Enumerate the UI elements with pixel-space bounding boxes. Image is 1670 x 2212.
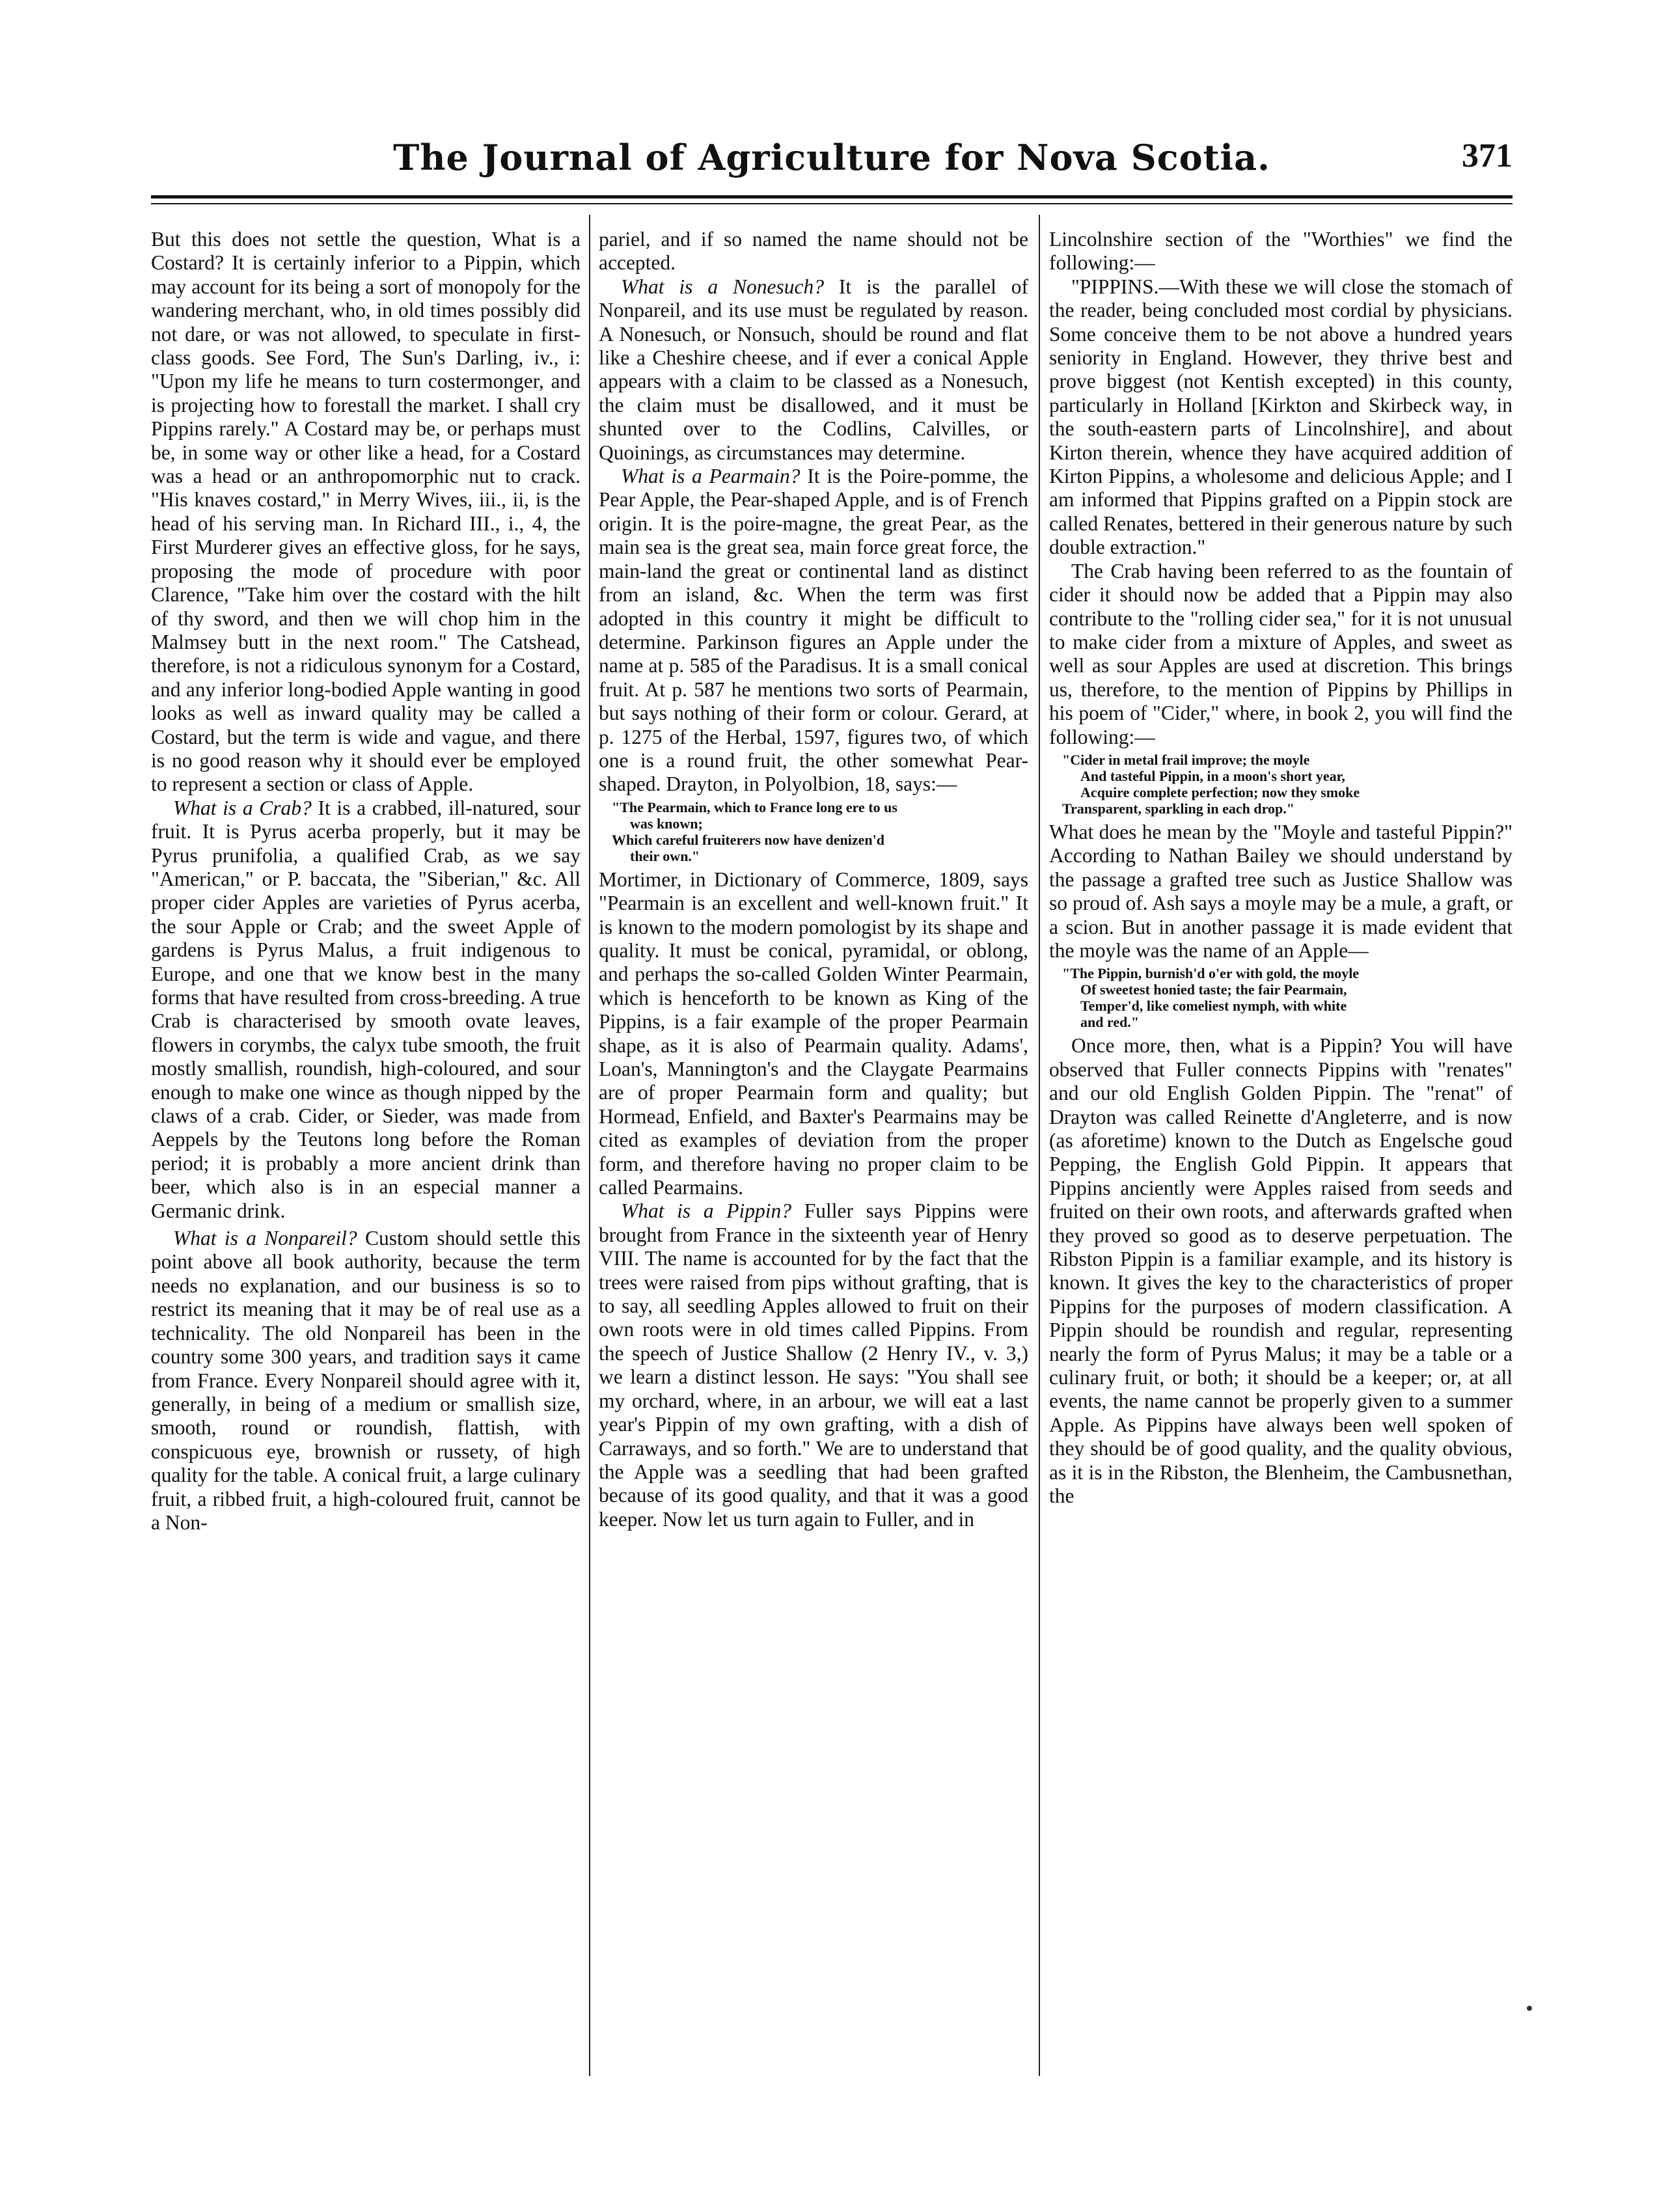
- column-1: [151, 228, 581, 2076]
- drayton-quote: [612, 799, 1028, 864]
- verse-line: Temper'd, like comeliest nymph, with white: [1080, 998, 1347, 1015]
- scan-speck: [1527, 2006, 1532, 2011]
- verse-line: "The Pearmain, which to France long ere to us: [612, 799, 897, 815]
- crab-question: What is a Crab?: [173, 796, 312, 819]
- pearmain-paragraph: [599, 465, 1028, 797]
- fuller-quote: "PIPPINS.—With these we will close the stomach of the reader, being concluded most cordial by physicians. Some conceive them to be not above a hundred years seniority in England. However, they thrive best and prove biggest (not Kentish excepted) in this county, particularly in Holland [Kirkton and Skirbeck way, in the south-eastern parts of Lincolnshire], and about Kirton therein, whence they have acquired addition of Kirton Pippins, a wholesome and delicious Apple; and I am informed that Pippins grafted on a Pippin stock are called Renates, bettered in their generous nature by such double extraction.": [1049, 275, 1513, 559]
- column-2: [599, 228, 1028, 2076]
- verse-line: "The Pippin, burnish'd o'er with gold, the moyle: [1062, 965, 1360, 982]
- verse-line: Which careful fruiterers now have denizen'd: [612, 831, 884, 848]
- pearmain-text: It is the Poire-pomme, the Pear Apple, the Pear-shaped Apple, and is of French origin. It is the poire-magne, the great Pear, as the main sea is the great sea, main force great force, the main-land the great or continental land as distinct from an island, &c. When the term was first adopted in this country it might be difficult to determine. Parkinson figures an Apple under the name at p. 585 of the Paradisus. It is a small conical fruit. At p. 587 he mentions two sorts of Pearmain, but says nothing of their form or colour. Gerard, at p. 1275 of the Herbal, 1597, figures two, of which one is a round fruit, the other somewhat Pear-shaped. Drayton, in Polyolbion, 18, says:—: [599, 465, 1028, 796]
- verse-line: "Cider in metal frail improve; the moyle: [1062, 751, 1310, 768]
- header-rule-thick: [151, 195, 1513, 198]
- verse-line: Transparent, sparkling in each drop.": [1062, 800, 1294, 817]
- crab-paragraph: [151, 797, 581, 1223]
- worthies-intro: Lincolnshire section of the "Worthies" we find the following:—: [1049, 228, 1513, 275]
- crab-text: It is a crabbed, ill-natured, sour fruit. It is Pyrus acerba properly, but it may be Pyrus prunifolia, a qualified Crab, as we say "American," or P. baccata, the "Siberian," &c. All proper cider Apples are varieties of Pyrus acerba, the sour Apple or Crab; and the sweet Apple of gardens is Pyrus Malus, a fruit indigenous to Europe, and one that we know best in the many forms that have resulted from cross-breeding. A true Crab is characterised by smooth ovate leaves, flowers in corymbs, the calyx tube smooth, the fruit mostly smallish, roundish, high-coloured, and sour enough to make one wince as though nipped by the claws of a crab. Cider, or Sieder, was made from Aeppels by the Teutons long before the Roman period; it is probably a more ancient drink than beer, which also is in an especial manner a Germanic drink.: [151, 796, 581, 1222]
- column-divider-2: [1039, 215, 1040, 2076]
- pippin-text: Fuller says Pippins were brought from France in the sixteenth year of Henry VIII. The name is accounted for by the fact that the trees were raised from pips without grafting, that is to say, all seedling Apples allowed to fruit on their own roots were in old times called Pippins. From the speech of Justice Shallow (2 Henry IV., v. 3,) we learn a distinct lesson. He says: "You shall see my orchard, where, in an arbour, we will eat a last year's Pippin of my own grafting, with a dish of Carraways, and so forth." We are to understand that the Apple was a seedling that had been grafted because of its good quality, and that it was a good keeper. Now let us turn again to Fuller, and in: [599, 1199, 1028, 1531]
- nonesuch-question: What is a Nonesuch?: [621, 275, 824, 298]
- nonpareil-text: Custom should settle this point above all book authority, because the term needs no explanation, and our business is so to restrict its meaning that it may be of real use as a technicality. The old Nonpareil has been in the country some 300 years, and tradition says it came from France. Every Nonpareil should agree with it, generally, in being of a medium or smallish size, smooth, round or roundish, flattish, with conspicuous eye, brownish or russety, of high quality for the table. A conical fruit, a large culinary fruit, a ribbed fruit, a high-coloured fruit, cannot be a Non-: [151, 1227, 581, 1534]
- once-more-paragraph: Once more, then, what is a Pippin? You will have observed that Fuller connects Pippins with "renates" and our old English Golden Pippin. The "renat" of Drayton was called Reinette d'Angleterre, and is now (as aforetime) known to the Dutch as Engelsche goud Pepping, the English Gold Pippin. It appears that Pippins anciently were Apples raised from seeds and fruited on their own roots, and afterwards grafted when they proved so good as to deserve perpetuation. The Ribston Pippin is a familiar example, and its history is known. It gives the key to the characteristics of proper Pippins for the purposes of modern classification. A Pippin should be roundish and regular, representing nearly the form of Pyrus Malus; it may be a table or a culinary fruit, or both; it should be a keeper; or, at all events, the name cannot be properly given to a summer Apple. As Pippins have always been well spoken of they should be of good quality, and the quality obvious, as it is in the Ribston, the Blenheim, the Cambusnethan, the: [1049, 1034, 1513, 1508]
- costard-paragraph: But this does not settle the question, What is a Costard? It is certainly inferior to a Pippin, which may account for its being a sort of monopoly for the wandering merchant, who, in old times possibly did not dare, or was not allowed, to speculate in first-class goods. See Ford, The Sun's Darling, iv., i: "Upon my life he means to turn costermonger, and is projecting how to forestall the market. I shall cry Pippins rarely." A Costard may be, or perhaps must be, in some way or other like a head, for a Costard was a head or an anthropomorphic nut to crack. "His knaves costard," in Merry Wives, iii., ii, is the head of his serving man. In Richard III., i., 4, the First Murderer gives an effective gloss, for he says, proposing the mode of procedure with poor Clarence, "Take him over the costard with the hilt of thy sword, and then we will chop him in the Malmsey butt in the next room." The Catshead, therefore, is not a ridiculous synonym for a Costard, and any inferior long-bodied Apple wanting in good looks as well as inward quality may be called a Costard, but the term is wide and vague, and there is no good reason why it should ever be employed to represent a section or class of Apple.: [151, 228, 581, 796]
- verse-line: was known;: [630, 815, 703, 832]
- pearmain-question: What is a Pearmain?: [621, 465, 801, 488]
- pippin-paragraph: [599, 1199, 1028, 1531]
- header-rule-thin: [151, 203, 1513, 204]
- nonpareil-question: What is a Nonpareil?: [173, 1227, 357, 1250]
- mortimer-paragraph: Mortimer, in Dictionary of Commerce, 1809, says "Pearmain is an excellent and well-known fruit." It is known to the modern pomologist by its shape and quality. It must be conical, pyramidal, or oblong, and perhaps the so-called Golden Winter Pearmain, which is henceforth to be known as King of the Pippins, is a fair example of the proper Pearmain shape, as it is also of Pearmain quality. Adams', Loan's, Mannington's and the Claygate Pearmains are of proper Pearmain form and quality; but Hormead, Enfield, and Baxter's Pearmains may be cited as examples of deviation from the proper form, and therefore having no proper claim to be called Pearmains.: [599, 867, 1028, 1199]
- column-divider-1: [589, 215, 590, 2076]
- running-title: The Journal of Agriculture for Nova Scotia.: [393, 137, 1270, 178]
- page-header: [151, 130, 1513, 182]
- pippin-verse-quote: [1062, 965, 1513, 1030]
- moyle-paragraph: What does he mean by the "Moyle and tasteful Pippin?" According to Nathan Bailey we should understand by the passage a grafted tree such as Justice Shallow was so proud of. Ash says a moyle may be a mule, a graft, or a scion. But in another passage it is made evident that the moyle was the name of an Apple—: [1049, 820, 1513, 962]
- nonpareil-continuation: pariel, and if so named the name should not be accepted.: [599, 228, 1028, 275]
- verse-line: and red.": [1080, 1014, 1140, 1031]
- nonpareil-paragraph: [151, 1227, 581, 1535]
- nonesuch-paragraph: [599, 275, 1028, 465]
- phillips-quote: [1062, 752, 1513, 817]
- nonesuch-text: It is the parallel of Nonpareil, and its use must be regulated by reason. A Nonesuch, or Nonsuch, should be round and flat like a Cheshire cheese, and if ever a conical Apple appears with a claim to be classed as a Nonesuch, the claim must be disallowed, and it must be shunted over to the Codlins, Calvilles, or Quoinings, as circumstances may determine.: [599, 275, 1028, 464]
- verse-line: And tasteful Pippin, in a moon's short year,: [1080, 767, 1345, 784]
- verse-line: Acquire complete perfection; now they smoke: [1080, 784, 1360, 800]
- pippin-question: What is a Pippin?: [621, 1199, 792, 1223]
- crab-cider-paragraph: The Crab having been referred to as the fountain of cider it should now be added that a Pippin may also contribute to the "rolling cider sea," for it is not unusual to make cider from a mixture of Apples, and sweet as well as sour Apples are used at discretion. This brings us, therefore, to the mention of Pippins by Phillips in his poem of "Cider," where, in book 2, you will find the following:—: [1049, 559, 1513, 748]
- verse-line: their own.": [630, 847, 700, 864]
- column-3: [1049, 228, 1513, 2076]
- verse-line: Of sweetest honied taste; the fair Pearmain,: [1080, 981, 1347, 998]
- page-number: 371: [1462, 137, 1513, 174]
